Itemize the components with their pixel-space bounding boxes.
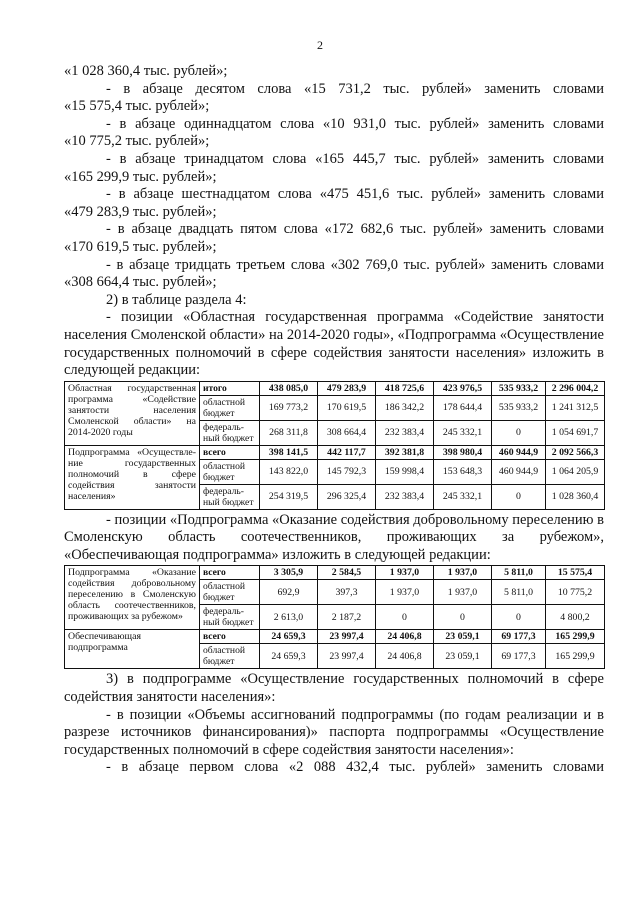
- paragraph: «479 283,9 тыс. рублей»;: [64, 203, 217, 220]
- funding-source-cell: всего: [200, 445, 260, 459]
- paragraph: - в абзаце тридцать третьем слова «302 769,0 тыс. рублей» заменить словами: [106, 256, 604, 273]
- table-row: [65, 566, 605, 580]
- amount-cell: 15 575,4: [546, 566, 605, 580]
- table-row: [65, 630, 605, 644]
- funding-source-cell: областной бюджет: [200, 459, 260, 484]
- amount-cell: 3 305,9: [260, 566, 318, 580]
- amount-cell: 438 085,0: [260, 381, 318, 395]
- paragraph: - в абзаце одиннадцатом слова «10 931,0 тыс. рублей» заменить словами: [106, 115, 604, 132]
- amount-cell: 145 792,3: [318, 459, 376, 484]
- amount-cell: 143 822,0: [260, 459, 318, 484]
- amount-cell: 2 092 566,3: [546, 445, 605, 459]
- amount-cell: 535 933,2: [492, 381, 546, 395]
- paragraph: - позиции «Областная государственная программа «Содействие занятости населения Смоленской области» на 2014-2020 годы», «Подпрограмма «Осуществление государственных полномочий в сфере содействия занятости населения» изложить в следующей редакции:: [64, 309, 604, 379]
- amount-cell: 1 937,0: [376, 580, 434, 605]
- budget-table-1: [64, 381, 605, 510]
- amount-cell: 232 383,4: [376, 484, 434, 509]
- amount-cell: 2 613,0: [260, 605, 318, 630]
- amount-cell: 254 319,5: [260, 484, 318, 509]
- amount-cell: 153 648,3: [434, 459, 492, 484]
- amount-cell: 0: [434, 605, 492, 630]
- paragraph: - позиции «Подпрограмма «Оказание содействия добровольному переселению в Смоленскую область соотечественников, проживающих за рубежом», «Обеспечивающая подпрограмма» изложить в следующей редакции:: [64, 511, 604, 563]
- amount-cell: 1 937,0: [376, 566, 434, 580]
- amendments-bottom: [64, 671, 604, 777]
- amount-cell: 2 584,5: [318, 566, 376, 580]
- amount-cell: 169 773,2: [260, 395, 318, 420]
- amount-cell: 1 937,0: [434, 566, 492, 580]
- amount-cell: 1 937,0: [434, 580, 492, 605]
- budget-table-2: [64, 565, 605, 669]
- amount-cell: 0: [492, 484, 546, 509]
- amount-cell: 5 811,0: [492, 580, 546, 605]
- amount-cell: 460 944,9: [492, 459, 546, 484]
- amount-cell: 398 980,4: [434, 445, 492, 459]
- amount-cell: 232 383,4: [376, 420, 434, 445]
- amendments-middle: [64, 512, 604, 565]
- funding-source-cell: федераль-ный бюджет: [200, 484, 260, 509]
- amount-cell: 24 659,3: [260, 630, 318, 644]
- paragraph: «165 299,9 тыс. рублей»;: [64, 168, 217, 185]
- funding-source-cell: федераль-ный бюджет: [200, 420, 260, 445]
- amount-cell: 165 299,9: [546, 644, 605, 669]
- paragraph: - в позиции «Объемы ассигнований подпрограммы (по годам реализации и в разрезе источников финансирования)» паспорта подпрограммы «Осуществление государственных полномочий в сфере содействия занятости населения»:: [64, 706, 604, 758]
- paragraph: - в абзаце первом слова «2 088 432,4 тыс. рублей» заменить словами: [106, 759, 604, 776]
- amount-cell: 460 944,9: [492, 445, 546, 459]
- amount-cell: 1 064 205,9: [546, 459, 605, 484]
- amendments-top: [64, 63, 604, 380]
- amount-cell: 159 998,4: [376, 459, 434, 484]
- amount-cell: 423 976,5: [434, 381, 492, 395]
- program-name-cell: Подпрограмма «Оказание содействия добровольному переселению в Смоленскую область соотечественников, проживающих за рубежом»: [65, 566, 200, 630]
- funding-source-cell: итого: [200, 381, 260, 395]
- paragraph: «170 619,5 тыс. рублей»;: [64, 238, 217, 255]
- amount-cell: 0: [492, 605, 546, 630]
- amount-cell: 398 141,5: [260, 445, 318, 459]
- amount-cell: 1 028 360,4: [546, 484, 605, 509]
- amount-cell: 1 054 691,7: [546, 420, 605, 445]
- amount-cell: 24 659,3: [260, 644, 318, 669]
- amount-cell: 4 800,2: [546, 605, 605, 630]
- funding-source-cell: областной бюджет: [200, 395, 260, 420]
- funding-source-cell: всего: [200, 566, 260, 580]
- paragraph: «10 775,2 тыс. рублей»;: [64, 133, 210, 150]
- amount-cell: 178 644,4: [434, 395, 492, 420]
- amount-cell: 2 187,2: [318, 605, 376, 630]
- amount-cell: 23 059,1: [434, 630, 492, 644]
- amount-cell: 186 342,2: [376, 395, 434, 420]
- amount-cell: 692,9: [260, 580, 318, 605]
- paragraph: 3) в подпрограмме «Осуществление государственных полномочий в сфере содействия занятости населения»:: [64, 671, 604, 706]
- amount-cell: 165 299,9: [546, 630, 605, 644]
- amount-cell: 24 406,8: [376, 630, 434, 644]
- funding-source-cell: областной бюджет: [200, 580, 260, 605]
- paragraph: 2) в таблице раздела 4:: [106, 291, 247, 308]
- amount-cell: 5 811,0: [492, 566, 546, 580]
- amount-cell: 69 177,3: [492, 644, 546, 669]
- amount-cell: 245 332,1: [434, 420, 492, 445]
- amount-cell: 397,3: [318, 580, 376, 605]
- amount-cell: 23 997,4: [318, 644, 376, 669]
- amount-cell: 0: [492, 420, 546, 445]
- program-name-cell: Областная государственная программа «Содействие занятости населения Смоленской области» на 2014-2020 годы: [65, 381, 200, 445]
- paragraph: «1 028 360,4 тыс. рублей»;: [64, 63, 228, 79]
- amount-cell: 0: [376, 605, 434, 630]
- amount-cell: 245 332,1: [434, 484, 492, 509]
- table-row: [65, 381, 605, 395]
- amount-cell: 535 933,2: [492, 395, 546, 420]
- amount-cell: 392 381,8: [376, 445, 434, 459]
- amount-cell: 442 117,7: [318, 445, 376, 459]
- amount-cell: 296 325,4: [318, 484, 376, 509]
- amount-cell: 308 664,4: [318, 420, 376, 445]
- paragraph: - в абзаце тринадцатом слова «165 445,7 тыс. рублей» заменить словами: [106, 150, 604, 167]
- program-name-cell: Подпрограмма «Осуществле-ние государственных полномочий в сфере содействия занятости населения»: [65, 445, 200, 509]
- amount-cell: 23 997,4: [318, 630, 376, 644]
- amount-cell: 268 311,8: [260, 420, 318, 445]
- funding-source-cell: федераль-ный бюджет: [200, 605, 260, 630]
- amount-cell: 479 283,9: [318, 381, 376, 395]
- funding-source-cell: всего: [200, 630, 260, 644]
- paragraph: - в абзаце шестнадцатом слова «475 451,6 тыс. рублей» заменить словами: [106, 186, 604, 203]
- table-row: [65, 445, 605, 459]
- amount-cell: 24 406,8: [376, 644, 434, 669]
- amount-cell: 418 725,6: [376, 381, 434, 395]
- program-name-cell: Обеспечивающая подпрограмма: [65, 630, 200, 669]
- page-number: 2: [317, 38, 323, 52]
- amount-cell: 23 059,1: [434, 644, 492, 669]
- amount-cell: 69 177,3: [492, 630, 546, 644]
- amount-cell: 2 296 004,2: [546, 381, 605, 395]
- amount-cell: 170 619,5: [318, 395, 376, 420]
- paragraph: «15 575,4 тыс. рублей»;: [64, 98, 210, 115]
- paragraph: «308 664,4 тыс. рублей»;: [64, 274, 217, 291]
- paragraph: - в абзаце десятом слова «15 731,2 тыс. рублей» заменить словами: [106, 80, 604, 97]
- amount-cell: 10 775,2: [546, 580, 605, 605]
- document-body: [64, 63, 604, 777]
- funding-source-cell: областной бюджет: [200, 644, 260, 669]
- paragraph: - в абзаце двадцать пятом слова «172 682,6 тыс. рублей» заменить словами: [106, 221, 604, 238]
- amount-cell: 1 241 312,5: [546, 395, 605, 420]
